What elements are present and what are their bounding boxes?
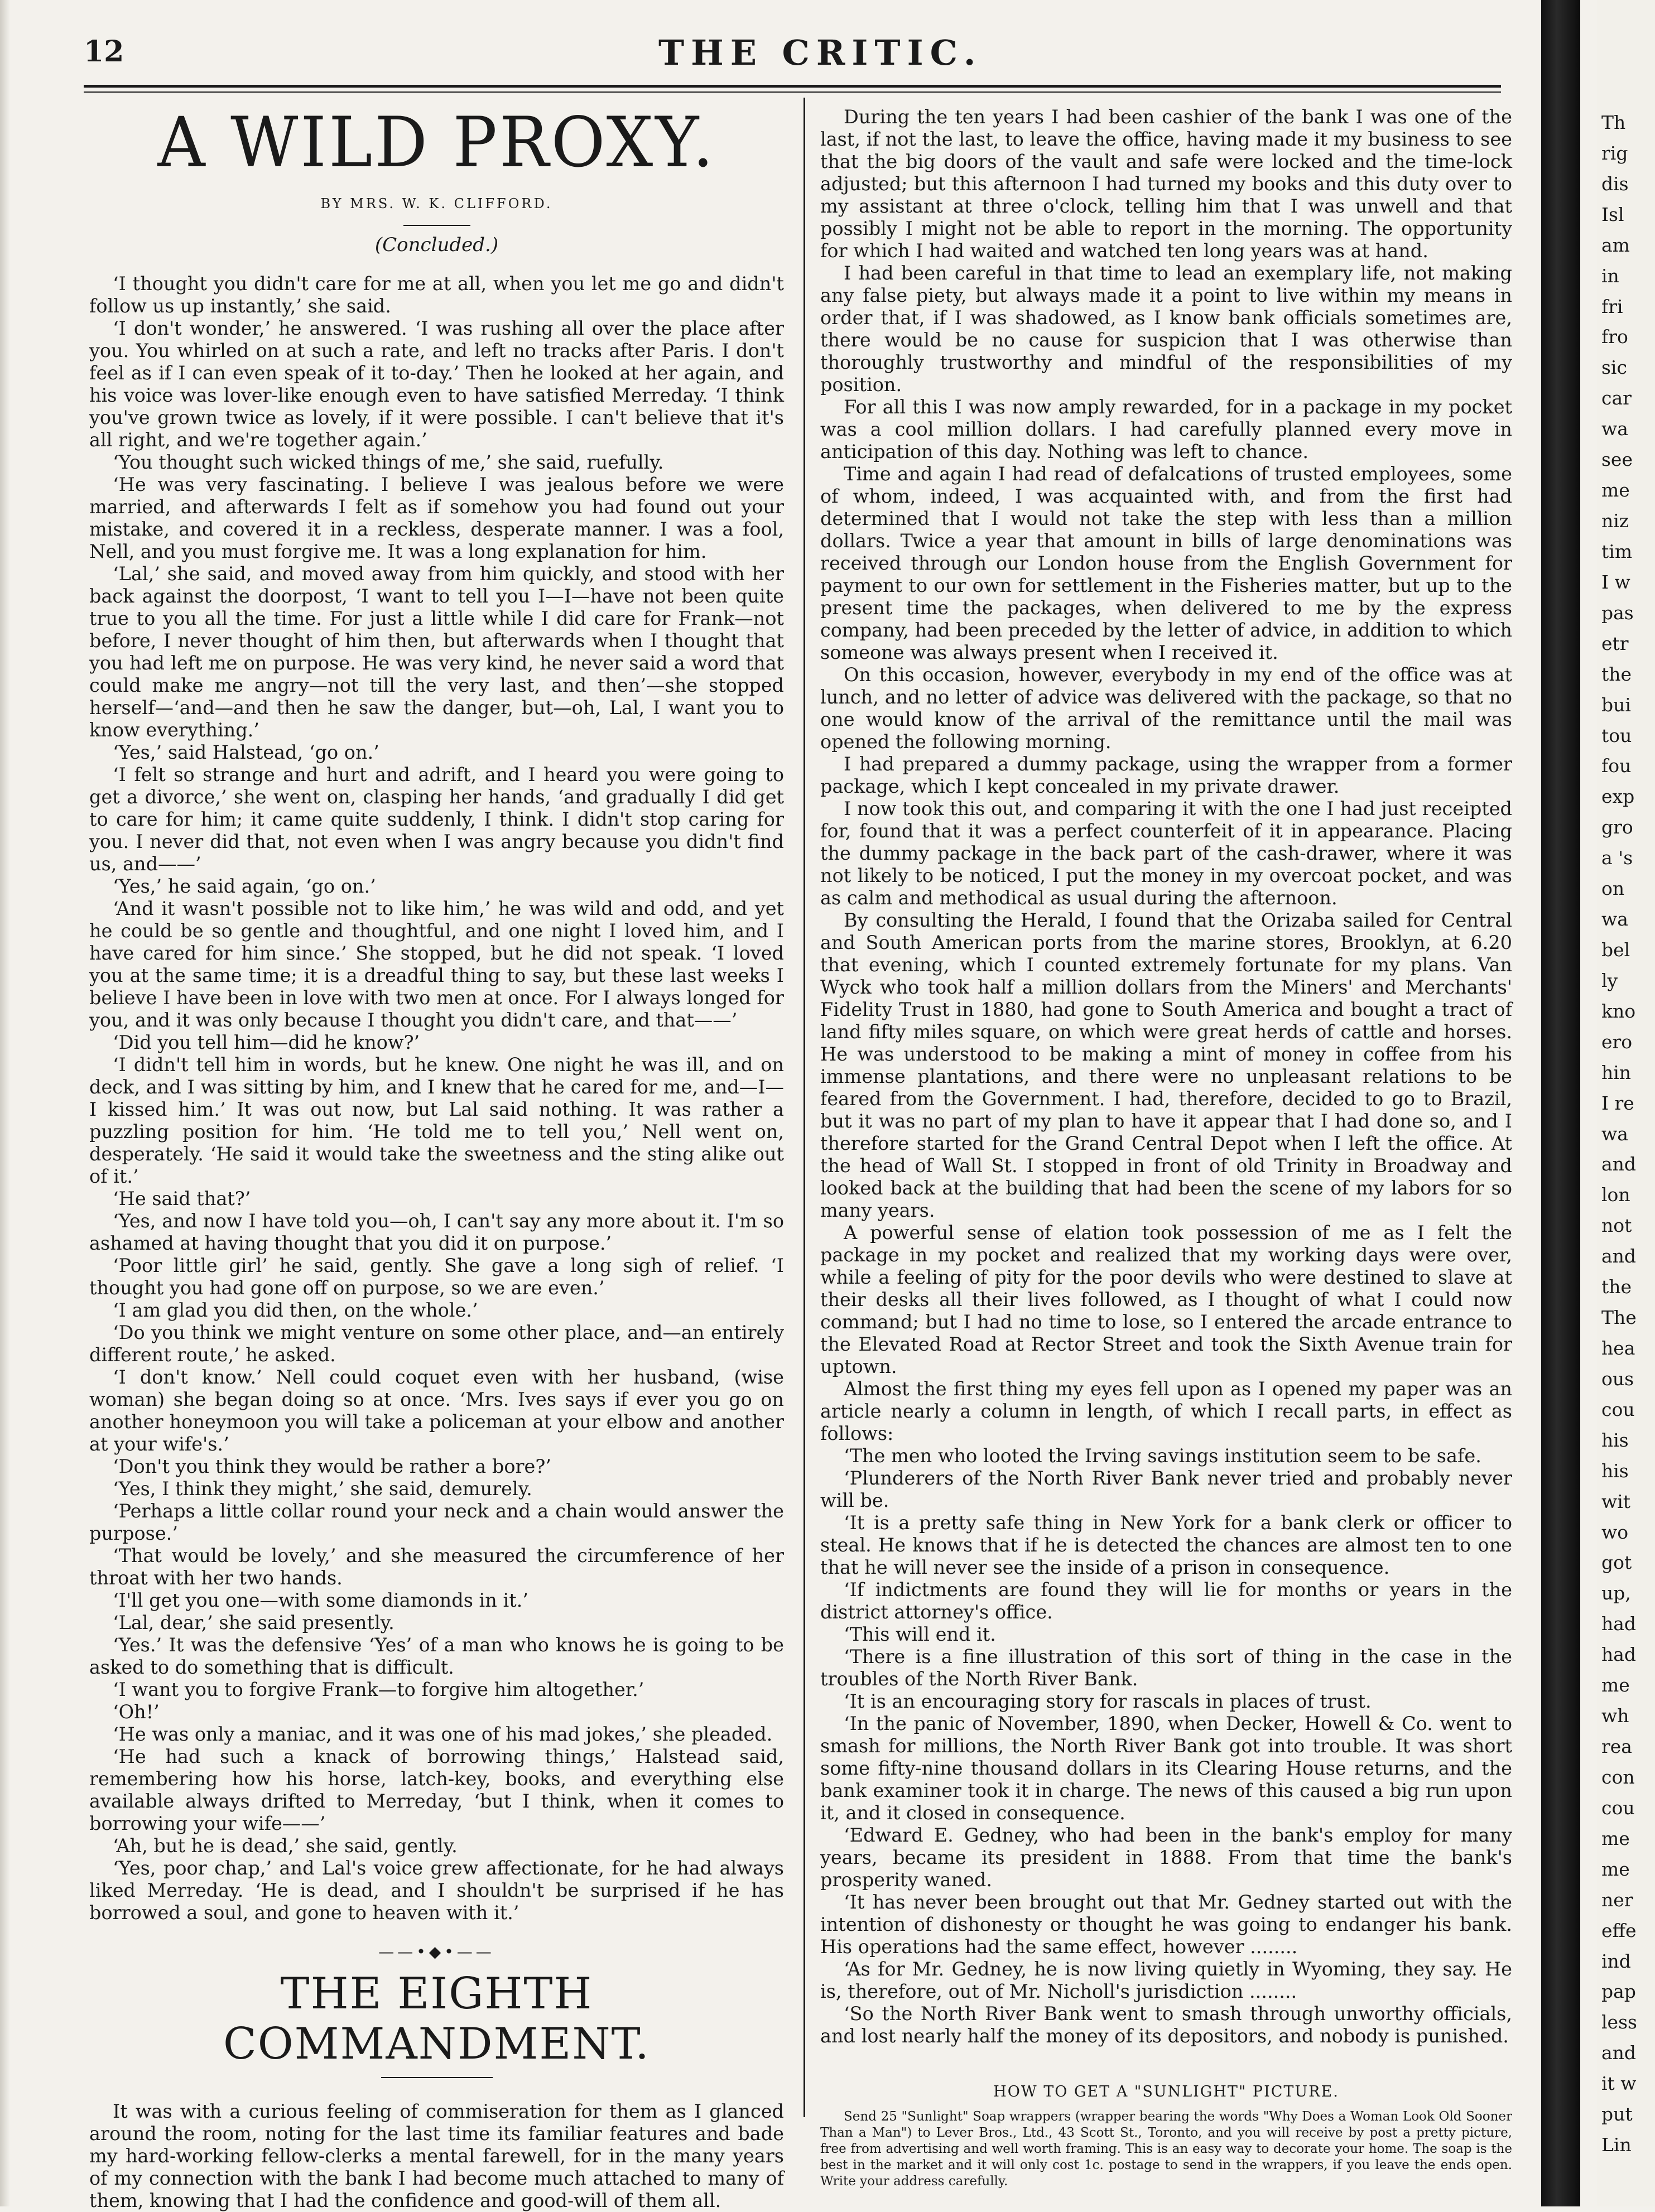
adjacent-text-fragment: see [1601, 449, 1633, 471]
adjacent-text-fragment: not [1601, 1215, 1632, 1237]
paragraph: ‘Yes, poor chap,’ and Lal's voice grew affectionate, for he had always liked Merreday. ‘He is dead, and I shouldn't be surprised if he has borrowed a soul, and gone to heaven with it.’ [89, 1857, 784, 1924]
header-rule [84, 85, 1501, 88]
adjacent-text-fragment: a 's [1601, 847, 1633, 869]
title-rule [381, 2077, 493, 2078]
adjacent-text-fragment: his [1601, 1459, 1629, 1482]
advertisement-body: Send 25 "Sunlight" Soap wrappers (wrapper bearing the words "Why Does a Woman Look Old Sooner Than a Man") to Lever Bros., Ltd., 43 Scott St., Toronto, and you will receive by post a pretty picture, free from advertising and well worth framing. This is an easy way to decorate your home. The soap is the best in the market and it will only cost 1c. postage to send in the wrappers, if you leave the ends open. Write your address carefully. [820, 2109, 1512, 2189]
adjacent-text-fragment: hea [1601, 1337, 1635, 1359]
adjacent-text-fragment: ind [1601, 1950, 1631, 1972]
paragraph: ‘Plunderers of the North River Bank never tried and probably never will be. [820, 1467, 1512, 1511]
paragraph: ‘Lal,’ she said, and moved away from him quickly, and stood with her back against the doorpost, ‘I want to tell you I—I—have not been quite true to you all the time. For just a little while I did care for Frank—not before, I never thought of him then, but afterwards when I thought that you had left me on purpose. He was very kind, he never said a word that could make me angry—not till the very last, and then’—she stopped herself—‘and—and then he saw the danger, but—oh, Lal, I want you to know everything.’ [89, 563, 784, 741]
paragraph: ‘The men who looted the Irving savings institution seem to be safe. [844, 1445, 1481, 1467]
page-number: 12 [84, 35, 124, 69]
paragraph: ‘I am glad you did then, on the whole.’ [113, 1299, 478, 1321]
adjacent-text-fragment: ero [1601, 1030, 1633, 1053]
adjacent-text-fragment: wh [1601, 1705, 1629, 1727]
adjacent-text-fragment: cou [1601, 1796, 1635, 1819]
adjacent-text-fragment: wo [1601, 1521, 1629, 1543]
paragraph: ‘And it wasn't possible not to like him,’ he was wild and odd, and yet he could be so gentle and thoughtful, and one night I loved him, and I have cared for him since.’ She stopped, but he did not speak. ‘I loved you at the same time; it is a dreadful thing to say, but these last weeks I believe I have been in love with two men at once. For I always longed for you, and it was only because I thought you didn't care, and that——’ [89, 898, 784, 1031]
adjacent-text-fragment: ner [1601, 1888, 1633, 1911]
paragraph: ‘He was very fascinating. I believe I was jealous before we were married, and afterwards I felt as if somehow you had found out your mistake, and covered it in a reckless, desperate manner. I was a fool, Nell, and you must forgive me. It was a long explanation for him. [89, 474, 784, 562]
paragraph: ‘So the North River Bank went to smash through unworthy officials, and lost nearly half the money of its depositors, and nobody is punished. [820, 2003, 1512, 2047]
paragraph: ‘I thought you didn't care for me at all, when you let me go and didn't follow us up instantly,’ she said. [89, 273, 784, 317]
adjacent-text-fragment: gro [1601, 816, 1633, 838]
adjacent-text-fragment: niz [1601, 510, 1629, 532]
paragraph: A powerful sense of elation took possession of me as I felt the package in my pocket and realized that my working days were over, while a feeling of pity for the poor devils who were destined to slave at their desks all their lives followed, as I thought of what I could now command; but I had no time to lose, so I entered the arcade entrance to the Elevated Road at Rector Street and took the Sixth Avenue train for uptown. [820, 1222, 1512, 1377]
adjacent-text-fragment: me [1601, 1674, 1630, 1697]
adjacent-text-fragment: Isl [1601, 203, 1624, 225]
adjacent-text-fragment: and [1601, 1245, 1637, 1268]
byline-rule [403, 225, 470, 226]
adjacent-text-fragment: ous [1601, 1367, 1634, 1390]
header-rule-thin [84, 91, 1501, 93]
adjacent-text-fragment: tou [1601, 724, 1632, 746]
adjacent-text-fragment: car [1601, 387, 1632, 409]
story-title: A WILD PROXY. [157, 102, 716, 183]
paragraph: ‘Oh!’ [113, 1701, 160, 1723]
paragraph: ‘I didn't tell him in words, but he knew. One night he was ill, and on deck, and I was sitting by him, and I knew that he cared for me, and—I—I kissed him.’ It was out now, but Lal said nothing. It was rather a puzzling position for him. ‘He told me to tell you,’ Nell went on, desperately. ‘He said it would take the sweetness and the sting alike out of it.’ [89, 1054, 784, 1187]
right-column [820, 106, 1512, 2189]
paragraph: ‘It is an encouraging story for rascals in places of trust. [844, 1690, 1372, 1712]
adjacent-text-fragment: lon [1601, 1184, 1630, 1206]
adjacent-text-fragment: less [1601, 2011, 1637, 2033]
adjacent-text-fragment: up, [1601, 1582, 1631, 1604]
adjacent-text-fragment: wa [1601, 418, 1628, 440]
adjacent-text-fragment: am [1601, 234, 1630, 256]
paragraph: On this occasion, however, everybody in my end of the office was at lunch, and no letter of advice was delivered with the package, so that no one would know of the arrival of the remittance until the mail was opened the following morning. [820, 664, 1512, 753]
adjacent-text-fragment: pas [1601, 601, 1634, 624]
adjacent-text-fragment: The [1601, 1307, 1637, 1329]
adjacent-text-fragment: had [1601, 1644, 1637, 1666]
adjacent-text-fragment: bui [1601, 693, 1631, 716]
paragraph: ‘I felt so strange and hurt and adrift, and I heard you were going to get a divorce,’ she went on, clasping her hands, ‘and gradually I did get to care for him; it came quite suddenly, I think. I didn't stop caring for you. I never did that, not even when I was angry because you didn't find us, and——’ [89, 764, 784, 875]
adjacent-text-fragment: the [1601, 1276, 1632, 1298]
adjacent-text-fragment: Lin [1601, 2134, 1632, 2156]
paragraph: ‘This will end it. [844, 1623, 996, 1645]
paragraph: ‘Yes, I think they might,’ she said, demurely. [113, 1478, 532, 1500]
paragraph: I had prepared a dummy package, using the wrapper from a former package, which I kept concealed in my private drawer. [820, 753, 1512, 797]
paragraph: ‘Yes,’ said Halstead, ‘go on.’ [113, 741, 379, 763]
paragraph: Almost the first thing my eyes fell upon as I opened my paper was an article nearly a column in length, of which I recall parts, in effect as follows: [820, 1378, 1512, 1444]
adjacent-text-fragment: in [1601, 264, 1619, 287]
adjacent-text-fragment: dis [1601, 172, 1629, 195]
adjacent-text-fragment: exp [1601, 785, 1635, 808]
adjacent-text-fragment: wa [1601, 1122, 1628, 1145]
paragraph: ‘Yes.’ It was the defensive ‘Yes’ of a man who knows he is going to be asked to do something that is difficult. [89, 1634, 784, 1678]
story-status: (Concluded.) [374, 234, 499, 256]
paragraph: ‘I want you to forgive Frank—to forgive him altogether.’ [113, 1679, 644, 1700]
paragraph: ‘Lal, dear,’ she said presently. [113, 1612, 394, 1633]
paragraph: It was with a curious feeling of commiseration for them as I glanced around the room, noting for the last time its familiar features and bade my hard-working fellow-clerks a mental farewell, for in the many years of my connection with the bank I had become much attached to many of them, knowing that I had the confidence and good-will of them all. [89, 2100, 784, 2211]
adjacent-text-fragment: etr [1601, 632, 1629, 654]
adjacent-text-fragment: rea [1601, 1736, 1632, 1758]
adjacent-text-fragment: con [1601, 1766, 1635, 1788]
advertisement-title: HOW TO GET A "SUNLIGHT" PICTURE. [993, 2083, 1339, 2100]
paragraph: ‘It has never been brought out that Mr. Gedney started out with the intention of dishonesty or thought he was going to endanger his bank. His operations had the same effect, however ........ [820, 1891, 1512, 1958]
paragraph: ‘Do you think we might venture on some other place, and—an entirely different route,’ he asked. [89, 1322, 784, 1366]
adjacent-text-fragment: Th [1601, 112, 1626, 133]
adjacent-text-fragment: kno [1601, 1000, 1636, 1022]
paragraph: ‘Poor little girl’ he said, gently. She gave a long sigh of relief. ‘I thought you had gone off on purpose, so we are even.’ [89, 1255, 784, 1299]
adjacent-text-fragment: fou [1601, 755, 1632, 777]
masthead: THE CRITIC. [658, 32, 983, 73]
adjacent-text-fragment: fro [1601, 326, 1628, 348]
adjacent-text-fragment: I re [1601, 1092, 1634, 1114]
paragraph: ‘He had such a knack of borrowing things,’ Halstead said, remembering how his horse, latch-key, books, and everything else available always drifted to Merreday, ‘but I think, when it comes to borrowing your wife——’ [89, 1746, 784, 1834]
paragraph: By consulting the Herald, I found that the Orizaba sailed for Central and South American ports from the marine stores, Brooklyn, at 6.20 that evening, which I counted extremely fortunate for my plans. Van Wyck who took half a million dollars from the Miners' and Merchants' Fidelity Trust in 1880, had gone to South America and bought a tract of land fifty miles square, on which were great herds of cattle and horses. He was understood to be making a mint of money in coffee from his immense plantations, and there were no unpleasant relations to be feared from the Government. I had, therefore, decided to go to Brazil, but it was no part of my plan to have it appear that I had done so, and I therefore started for the Grand Central Depot when I left the office. At the head of Wall St. I stopped in front of old Trinity in Broadway and looked back at the building that had been the scene of my labors for so many years. [820, 909, 1512, 1221]
adjacent-text-fragment: pap [1601, 1980, 1636, 2003]
paragraph: ‘Edward E. Gedney, who had been in the bank's employ for many years, became its president in 1888. From that time the bank's prosperity waned. [820, 1824, 1512, 1891]
adjacent-text-fragment: and [1601, 2042, 1637, 2064]
adjacent-text-fragment: wit [1601, 1490, 1631, 1512]
adjacent-text-fragment: I w [1601, 571, 1630, 593]
paragraph: For all this I was now amply rewarded, for in a package in my pocket was a cool million dollars. I had carefully planned every move in anticipation of this day. Nothing was left to chance. [820, 396, 1512, 462]
paragraph: I had been careful in that time to lead an exemplary life, not making any false piety, but always made it a point to live within my means in order that, if I was shadowed, as I know bank officials sometimes are, there would be no cause for suspicion that I was otherwise than thoroughly trustworthy and mindful of the responsibilities of my position. [820, 262, 1512, 396]
page-gutter-shadow [1541, 0, 1580, 2206]
paragraph: ‘I'll get you one—with some diamonds in it.’ [113, 1589, 528, 1611]
adjacent-text-fragment: rig [1601, 142, 1628, 164]
paragraph: ‘Ah, but he is dead,’ she said, gently. [113, 1835, 458, 1857]
adjacent-text-fragment: bel [1601, 938, 1630, 961]
paragraph: ‘You thought such wicked things of me,’ she said, ruefully. [113, 451, 664, 473]
adjacent-text-fragment: on [1601, 878, 1625, 900]
adjacent-text-fragment: the [1601, 663, 1632, 685]
paragraph: ‘He said that?’ [113, 1188, 251, 1209]
paragraph: I now took this out, and comparing it with the one I had just receipted for, found that it was a perfect counterfeit of it in appearance. Placing the dummy package in the back part of the cash-drawer, where it was not likely to be noticed, I put the money in my overcoat pocket, and was as calm and methodical as usual during the afternoon. [820, 798, 1512, 909]
second-story-title: THE EIGHTH COMMANDMENT. [223, 1969, 650, 2069]
second-story-body-continued [820, 106, 1512, 2047]
adjacent-text-fragment: it w [1601, 2073, 1637, 2095]
paragraph: ‘There is a fine illustration of this sort of thing in the case in the troubles of the North River Bank. [820, 1646, 1512, 1690]
adjacent-text-fragment: effe [1601, 1919, 1637, 1941]
left-column [89, 102, 784, 2211]
story-body [89, 273, 784, 1924]
paragraph: ‘Perhaps a little collar round your neck and a chain would answer the purpose.’ [89, 1500, 784, 1544]
adjacent-text-fragment: and [1601, 1153, 1637, 1175]
adjacent-text-fragment: had [1601, 1613, 1637, 1635]
adjacent-text-fragment: his [1601, 1429, 1629, 1451]
adjacent-text-fragment: ly [1601, 969, 1618, 991]
adjacent-text-fragment: me [1601, 479, 1630, 502]
paragraph: ‘It is a pretty safe thing in New York for a bank clerk or officer to steal. He knows that if he is detected the chances are almost ten to one that he will never see the inside of a prison in consequence. [820, 1512, 1512, 1578]
paragraph: ‘As for Mr. Gedney, he is now living quietly in Wyoming, they say. He is, therefore, out of Mr. Nicholl's jurisdiction ........ [820, 1958, 1512, 2002]
paragraph: ‘I don't wonder,’ he answered. ‘I was rushing all over the place after you. You whirled on at such a rate, and left no tracks after Paris. I don't feel as if I can even speak of it to-day.’ Then he looked at her again, and his voice was lover-like enough even to have satisfied Merreday. ‘I think you've grown twice as lovely, if it were possible. I can't believe that it's all right, and we're together again.’ [89, 317, 784, 451]
adjacent-text-fragment: sic [1601, 356, 1627, 379]
adjacent-page-fragment [1597, 0, 1655, 2206]
paragraph: ‘Don't you think they would be rather a bore?’ [113, 1456, 551, 1477]
section-ornament: ——•◆•—— [378, 1943, 495, 1961]
adjacent-text-fragment: me [1601, 1827, 1630, 1849]
adjacent-text-fragment: tim [1601, 540, 1633, 562]
paragraph: ‘He was only a maniac, and it was one of his mad jokes,’ she pleaded. [113, 1723, 773, 1745]
byline: BY MRS. W. K. CLIFFORD. [320, 196, 553, 211]
paragraph: ‘Yes, and now I have told you—oh, I can't say any more about it. I'm so ashamed at having thought that you did it on purpose.’ [89, 1210, 784, 1254]
paragraph: ‘If indictments are found they will lie for months or years in the district attorney's office. [820, 1579, 1512, 1623]
adjacent-text-fragment: hin [1601, 1061, 1632, 1083]
second-story-body-start [89, 2100, 784, 2212]
paragraph: ‘Did you tell him—did he know?’ [113, 1032, 420, 1053]
adjacent-text-fragment: me [1601, 1858, 1630, 1880]
page-left-edge [0, 0, 10, 2206]
adjacent-text-fragment: cou [1601, 1398, 1635, 1420]
paragraph: ‘In the panic of November, 1890, when Decker, Howell & Co. went to smash for millions, the North River Bank got into trouble. It was short some fifty-nine thousand dollars in its Clearing House returns, and the bank examiner took it in charge. The news of this caused a big run upon it, and it closed in consequence. [820, 1713, 1512, 1824]
adjacent-text-fragment: got [1601, 1551, 1632, 1574]
adjacent-text-fragment: fri [1601, 295, 1623, 317]
paragraph: ‘Yes,’ he said again, ‘go on.’ [113, 875, 376, 897]
paragraph: Time and again I had read of defalcations of trusted employees, some of whom, indeed, I was acquainted with, and from the first had determined that I would not take the step with less than a million dollars. Twice a year that amount in bills of large denominations was received through our London house from the English Government for payment to our own for settlement in the Fisheries matter, but up to the present time the packages, when delivered to me by the express company, had been preceded by the letter of advice, in addition to which someone was always present when I received it. [820, 463, 1512, 663]
column-divider [804, 98, 805, 2117]
paragraph: During the ten years I had been cashier of the bank I was one of the last, if not the last, to leave the office, having made it my business to see that the big doors of the vault and safe were locked and the time-lock adjusted; but this afternoon I had turned my books and this duty over to my assistant at three o'clock, telling him that I was unwell and that possibly I might not be able to report in the morning. The opportunity for which I had waited and watched ten long years was at hand. [820, 106, 1512, 262]
adjacent-text-fragment: put [1601, 2103, 1633, 2126]
adjacent-text-fragment: wa [1601, 908, 1628, 931]
paragraph: ‘I don't know.’ Nell could coquet even with her husband, (wise woman) she began doing so at once. ‘Mrs. Ives says if ever you go on another honeymoon you will take a policeman at your elbow and another at your wife's.’ [89, 1366, 784, 1455]
paragraph: ‘That would be lovely,’ and she measured the circumference of her throat with her two hands. [89, 1545, 784, 1589]
